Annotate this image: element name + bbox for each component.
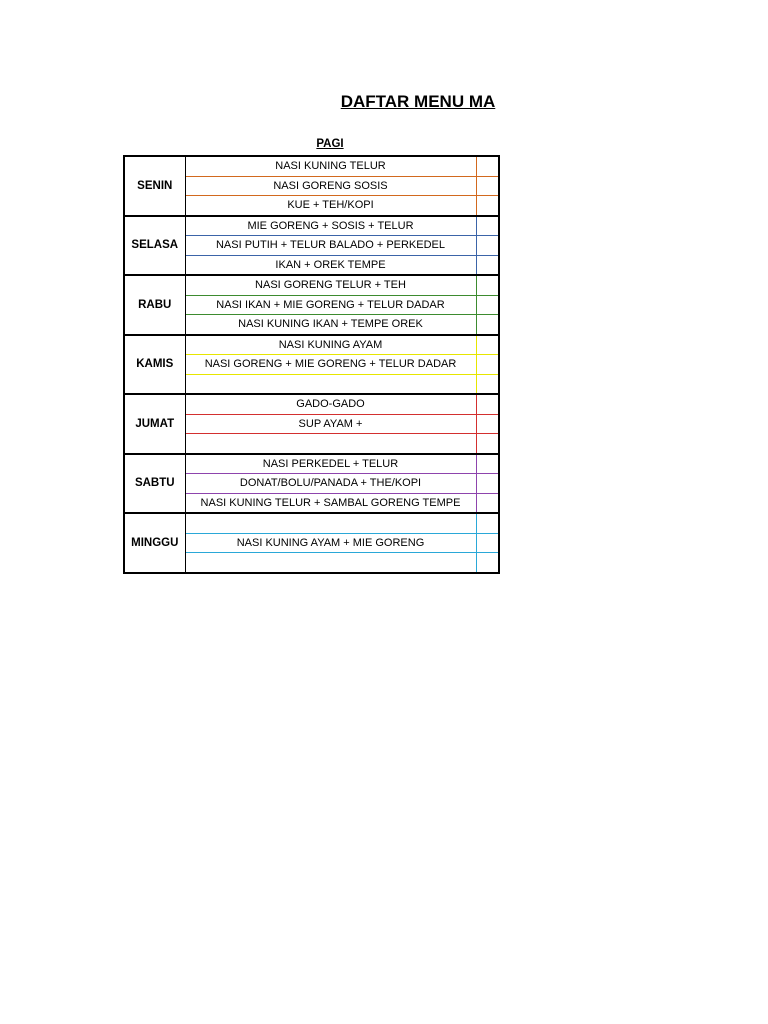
- menu-table: [123, 155, 500, 574]
- empty-check-cell: [476, 176, 499, 196]
- menu-item: NASI KUNING TELUR + SAMBAL GORENG TEMPE: [185, 493, 476, 513]
- day-label-sabtu: SABTU: [124, 454, 185, 514]
- empty-check-cell: [476, 513, 499, 533]
- menu-item: NASI GORENG TELUR + TEH: [185, 275, 476, 295]
- empty-check-cell: [476, 255, 499, 275]
- empty-check-cell: [476, 216, 499, 236]
- empty-check-cell: [476, 414, 499, 434]
- menu-item: MIE GORENG + SOSIS + TELUR: [185, 216, 476, 236]
- empty-check-cell: [476, 374, 499, 394]
- menu-item: NASI PERKEDEL + TELUR: [185, 454, 476, 474]
- table-row: [124, 394, 499, 414]
- table-row: [124, 156, 499, 176]
- menu-item: NASI GORENG SOSIS: [185, 176, 476, 196]
- empty-check-cell: [476, 275, 499, 295]
- menu-item: NASI KUNING IKAN + TEMPE OREK: [185, 315, 476, 335]
- menu-item: DONAT/BOLU/PANADA + THE/KOPI: [185, 474, 476, 494]
- menu-item: NASI KUNING TELUR: [185, 156, 476, 176]
- day-label-jumat: JUMAT: [124, 394, 185, 454]
- menu-item: [185, 374, 476, 394]
- empty-check-cell: [476, 533, 499, 553]
- menu-item: KUE + TEH/KOPI: [185, 196, 476, 216]
- menu-item: [185, 434, 476, 454]
- menu-item: NASI PUTIH + TELUR BALADO + PERKEDEL: [185, 236, 476, 256]
- menu-item: NASI GORENG + MIE GORENG + TELUR DADAR: [185, 355, 476, 375]
- section-subtitle: PAGI: [316, 138, 344, 150]
- empty-check-cell: [476, 236, 499, 256]
- day-label-selasa: SELASA: [124, 216, 185, 276]
- empty-check-cell: [476, 474, 499, 494]
- empty-check-cell: [476, 315, 499, 335]
- menu-item: NASI KUNING AYAM + MIE GORENG: [185, 533, 476, 553]
- menu-item: [185, 553, 476, 573]
- menu-item: IKAN + OREK TEMPE: [185, 255, 476, 275]
- day-label-minggu: MINGGU: [124, 513, 185, 573]
- empty-check-cell: [476, 553, 499, 573]
- table-row: [124, 454, 499, 474]
- empty-check-cell: [476, 493, 499, 513]
- menu-table-body: [124, 156, 499, 573]
- table-row: [124, 275, 499, 295]
- empty-check-cell: [476, 196, 499, 216]
- menu-item: [185, 513, 476, 533]
- empty-check-cell: [476, 335, 499, 355]
- empty-check-cell: [476, 295, 499, 315]
- empty-check-cell: [476, 454, 499, 474]
- menu-item: SUP AYAM +: [185, 414, 476, 434]
- day-label-rabu: RABU: [124, 275, 185, 335]
- menu-item: NASI KUNING AYAM: [185, 335, 476, 355]
- empty-check-cell: [476, 355, 499, 375]
- day-label-senin: SENIN: [124, 156, 185, 216]
- menu-item: NASI IKAN + MIE GORENG + TELUR DADAR: [185, 295, 476, 315]
- table-row: [124, 513, 499, 533]
- table-row: [124, 216, 499, 236]
- empty-check-cell: [476, 394, 499, 414]
- document-title: DAFTAR MENU MA: [340, 92, 496, 111]
- empty-check-cell: [476, 156, 499, 176]
- empty-check-cell: [476, 434, 499, 454]
- day-label-kamis: KAMIS: [124, 335, 185, 395]
- table-row: [124, 335, 499, 355]
- menu-item: GADO-GADO: [185, 394, 476, 414]
